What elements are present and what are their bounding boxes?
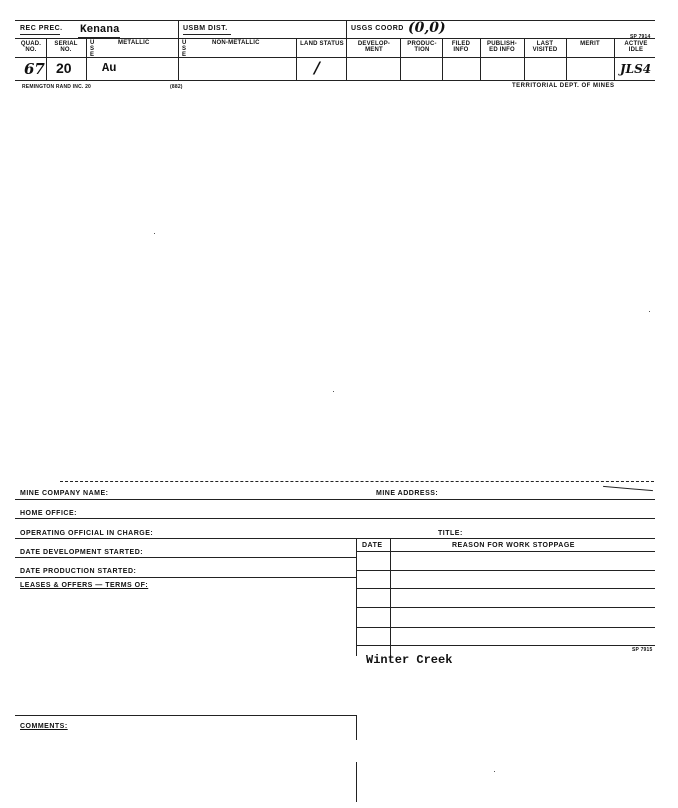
col-quad-no: QUAD. NO. [20,41,42,53]
row-active-idle: JLS4 [620,62,652,76]
form-number-bottom: SP 7915 [632,647,653,653]
row-metallic: Au [102,61,117,75]
col-production: PRODUC- TION [407,41,437,53]
col-published-info: PUBLISH- ED INFO [487,41,517,53]
col-last-visited: LAST VISITED [532,41,558,53]
col-filed-info: FILED INFO [451,41,471,53]
col-metallic: METALLIC [118,40,150,46]
rec-prec-label: REC PREC. [20,25,63,32]
col-development: DEVELOP- MENT [357,41,391,53]
usbm-dist-label: USBM DIST. [183,25,228,32]
usgs-coord-label: USGS COORD [351,25,404,32]
printer-imprint: REMINGTON RAND INC. 20 [22,84,92,90]
operating-official-label: OPERATING OFFICIAL IN CHARGE: [20,530,154,537]
row-land-status: / [314,58,320,77]
col-use-nonmetallic: U S E [182,40,187,58]
title-label: TITLE: [438,530,463,537]
mine-address-label: MINE ADDRESS: [376,490,439,497]
form-number-top: SP 7914 [630,34,651,40]
stoppage-date-header: DATE [362,542,383,549]
col-land-status: LAND STATUS [300,41,344,47]
row-serial-no: 20 [56,60,72,76]
col-non-metallic: NON-METALLIC [212,40,260,46]
stoppage-reason-header: REASON FOR WORK STOPPAGE [452,542,575,549]
home-office-label: HOME OFFICE: [20,510,77,517]
mine-company-name-label: MINE COMPANY NAME: [20,490,109,497]
col-active-idle: ACTIVE IDLE [624,41,648,53]
col-serial-no: SERIAL NO. [54,41,78,53]
leases-offers-label: LEASES & OFFERS — TERMS OF: [20,582,149,589]
date-development-started-label: DATE DEVELOPMENT STARTED: [20,549,144,556]
col-merit: MERIT [580,41,600,47]
rec-prec-value: Kenana [80,24,120,36]
location-name: Winter Creek [366,653,453,667]
col-use-metallic: U S E [90,40,95,58]
date-production-started-label: DATE PRODUCTION STARTED: [20,568,137,575]
row-quad-no: 67 [24,60,45,78]
department-name: TERRITORIAL DEPT. OF MINES [512,83,615,89]
comments-label: COMMENTS: [20,723,68,730]
printer-code: (882) [170,84,183,90]
usgs-coord-value: (0,0) [408,20,446,36]
